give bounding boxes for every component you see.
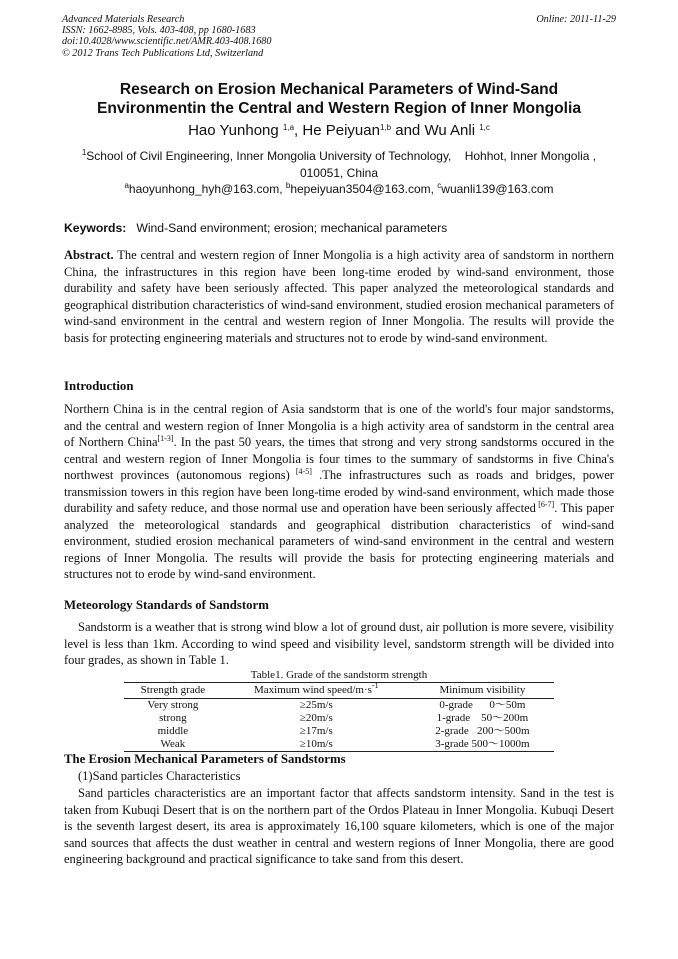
author-2-sup: 1,b [379,123,392,132]
intro-text-2: . In the past 50 years, the times that strong and very strong sandstorms occured in the central and western region of Inner Mongolia is four times to the summary of sandstorms in five China's northwest provinces (autonomous regions) [64,435,614,482]
issn-line: ISSN: 1662-8985, Vols. 403-408, pp 1680-1683 [62,25,256,37]
erosion-sub-text: (1)Sand particles Characteristics [78,769,241,783]
email-a-sup: a [124,181,129,190]
author-1-sup: 1,a [282,123,295,132]
keywords [64,221,616,235]
erosion-heading: The Erosion Mechanical Parameters of Sandstorms [64,752,346,766]
author-emails [62,182,616,196]
keywords-text: Wind-Sand environment; erosion; mechanical parameters [136,221,448,235]
email-b: hepeiyuan3504@163.com, [290,182,438,196]
col-min-visibility: Minimum visibility [411,683,554,699]
col-max-wind-speed [222,683,411,699]
intro-text-3: .The infrastructures such as roads and bridges, power transmission towers in this region have been long-time eroded by wind-sand environment, which made those durability and safety reduce, and those normal use and operation have been seriously affected [64,468,614,515]
table-cell: 0-grade 0～50m [439,699,526,711]
meteo-text: Sandstorm is a weather that is strong wind blow a lot of ground dust, air pollution is more severe, visibility level is less than 1km. According to wind speed and visibility level, sandstorm strength will be divided into four grades, as shown in Table 1. [64,620,614,667]
table-cell: Very strong [147,699,199,711]
table-cell: middle [157,725,189,737]
ref-1-3: [1-3] [157,434,174,443]
title-line-1: Research on Erosion Mechanical Parameters of Wind-Sand [119,81,559,98]
email-c-sup: c [437,181,442,190]
intro-heading: Introduction [64,379,134,393]
meteo-paragraph [64,619,614,669]
affiliation-line-1: School of Civil Engineering, Inner Mongolia University of Technology, Hohhot, Inner Mongolia , [86,149,597,163]
online-date: Online: 2011-11-29 [536,14,616,25]
col-max-wind-speed-sup: -1 [371,681,379,690]
table-cell: ≥10m/s [222,738,411,752]
author-3: Wu Anli [424,122,476,139]
table-header-row [124,683,554,699]
journal-name: Advanced Materials Research [62,14,185,25]
erosion-paragraph [64,785,614,868]
copyright-line: © 2012 Trans Tech Publications Ltd, Switzerland [62,47,264,59]
meteo-heading: Meteorology Standards of Sandstorm [64,598,269,612]
author-2: He Peiyuan [302,122,380,139]
author-and: and [395,122,421,139]
table-cell: ≥25m/s [299,699,333,711]
erosion-subheading [64,768,614,785]
affiliation-line-2: 010051, China [299,166,379,180]
erosion-text: Sand particles characteristics are an important factor that affects sandstorm intensity. Sand in the test is taken from Kubuqi Desert that is on the northern part of the Ordos Plateau in Inner Mongolia. Kubuqi Desert is the seventh largest desert, its area is approximately 16,100 square kilometers, which is one of the major sand sources that affects the dust weather in central and western regions of Inner Mongolia, there are good engineering background and practical significance to take sand from this desert. [64,786,614,866]
col-strength-grade: Strength grade [124,683,222,699]
intro-paragraph [64,401,614,583]
table-caption: Table1. Grade of the sandstorm strength [250,669,428,681]
author-3-sup: 1,c [479,123,490,132]
intro-text-4: . This paper analyzed the meteorological standards and geographical distribution characteristics of wind-sand environment, studied erosion mechanical parameters of wind-sand environment in the central and western regions of Inner Mongolia. The results will provide the basis for protecting engineering materials and structures not to erode by wind-sand environment. [64,501,614,581]
email-a: haoyunhong_hyh@163.com, [128,182,286,196]
keywords-label: Keywords: [64,221,127,235]
table-row [124,699,554,713]
ref-6-7: [6-7] [535,500,555,509]
paper-title [62,80,616,118]
author-1: Hao Yunhong [188,122,279,139]
table-cell: 2-grade 200～500m [435,725,530,737]
author-list: Hao Yunhong $^{1,a}$, He Peiyuan$^{1,b}$ and Wu Anli $^{1,c}$ [188,122,490,139]
journal-header [62,14,616,59]
sandstorm-grade-table [124,682,554,752]
affiliation [62,148,616,182]
title-line-2: Environmentin the Central and Western Region of Inner Mongolia [96,100,581,117]
affiliation-sup: 1 [81,148,87,157]
email-b-sup: b [285,181,291,190]
email-c: wuanli139@163.com [441,182,554,196]
ref-4-5: [4-5] [289,467,312,476]
intro-text-1: Northern China is in the central region of Asia sandstorm that is one of the world's four major sandstorms, and the central and western region of Inner Mongolia is a high activity area of sandstorm in the central area of Northern China [64,402,614,449]
abstract-label: Abstract. [64,248,114,262]
abstract [64,247,614,346]
table-row [124,738,554,752]
abstract-text: The central and western region of Inner Mongolia is a high activity area of sandstorm in northern China, the infrastructures in this region have been long-time eroded by wind-sand environment, those durability and safety have been seriously affected. This paper analyzed the meteorological standards and geographical distribution characteristics of wind-sand environment, studied erosion mechanical parameters of wind-sand environment in the central and western region of Inner Mongolia. The results will provide the basis for protecting engineering materials and structures not to erode by wind-sand environment. [64,248,614,345]
table-cell: ≥17m/s [299,725,333,737]
table-cell: ≥20m/s [299,712,333,724]
doi-line: doi:10.4028/www.scientific.net/AMR.403-408.1680 [62,36,272,48]
table-row [124,725,554,738]
table-cell: Weak [124,738,222,752]
table-cell: 1-grade 50～200m [436,712,529,724]
table-row [124,712,554,725]
table-cell: strong [159,712,187,724]
col-max-wind-speed-label: Maximum wind speed/m·s [253,684,372,696]
table-cell: 3-grade 500～1000m [411,738,554,752]
